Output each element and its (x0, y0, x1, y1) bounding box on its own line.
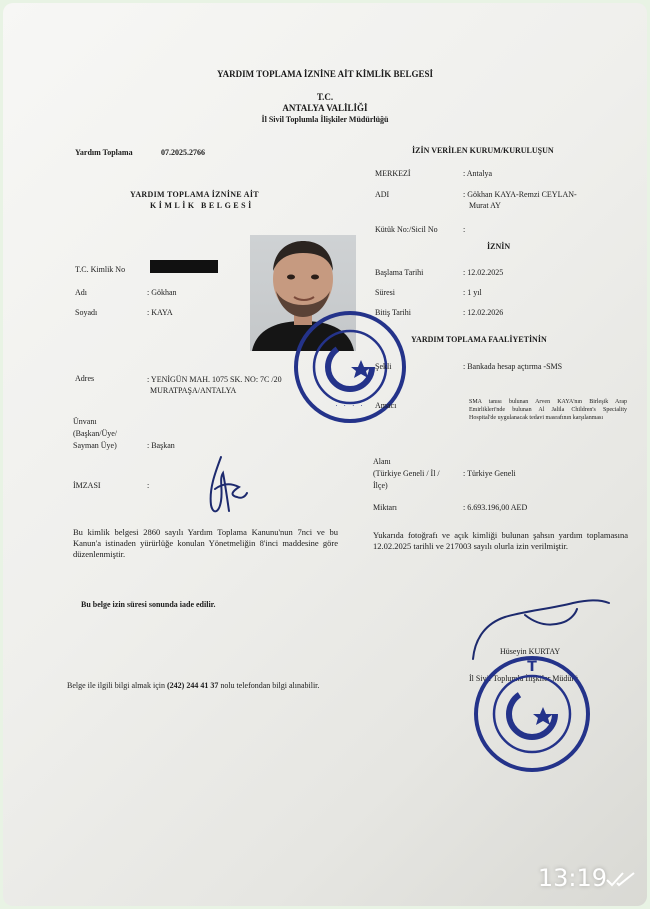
start-date-label: Başlama Tarihi (375, 268, 424, 277)
area-label-1: Alanı (373, 457, 391, 466)
title-label-2: (Başkan/Üye/ (73, 429, 117, 438)
svg-text:· · · ·: · · · · (335, 402, 365, 410)
center-value: : Antalya (463, 169, 493, 178)
directorate-heading: İl Sivil Toplumla İlişkiler Müdürlüğü (261, 115, 389, 124)
registry-value: : (463, 225, 466, 234)
tc-id-label: T.C. Kimlik No (75, 265, 126, 274)
purpose-value: SMA tanısı bulunan Arven KAYA'nın Birleşik Arap Emirlikleri'nde bulunan Al Jalila Children's Speciality Hospital'de uygulanacak tedavi masrafının karşılanması (469, 399, 627, 421)
message-image[interactable] (3, 3, 647, 906)
permit-heading: İZNİN (487, 242, 511, 251)
surname-label: Soyadı (75, 308, 98, 317)
card-title-line2: KİMLİK BELGESİ (150, 201, 254, 210)
surname-value: : KAYA (147, 308, 173, 317)
amount-value: : 6.693.196,00 AED (463, 503, 528, 512)
redacted-id (150, 260, 218, 273)
official-title: İl Sivil Toplumla İlişkiler Müdürü (469, 674, 579, 683)
address-line1: : YENİGÜN MAH. 1075 SK. NO: 7C /20 (147, 375, 282, 384)
title-value: : Başkan (147, 441, 175, 450)
signature-colon: : (147, 481, 150, 490)
org-name-value-2: Murat AY (469, 201, 501, 210)
address-line2: MURATPAŞA/ANTALYA (150, 386, 237, 395)
message-time: 13:19 (537, 864, 607, 892)
amount-label: Miktarı (373, 503, 397, 512)
governorate-heading: ANTALYA VALİLİĞİ (282, 103, 368, 113)
center-label: MERKEZİ (375, 169, 411, 178)
title-label-3: Sayman Üye) (73, 441, 117, 450)
start-date-value: : 12.02.2025 (463, 268, 504, 277)
area-value: : Türkiye Geneli (463, 469, 516, 478)
registry-label: Kütük No:/Sicil No (375, 225, 438, 234)
svg-text:T: T (527, 659, 537, 675)
contact-phone: (242) 244 41 37 (166, 681, 219, 690)
method-value: : Bankada hesap açtırma -SMS (463, 362, 563, 371)
address-label: Adres (75, 374, 95, 383)
purpose-label: Amacı (375, 401, 397, 410)
card-title-line1: YARDIM TOPLAMA İZNİNE AİT (130, 190, 259, 199)
double-check-icon (605, 870, 637, 888)
legal-note-left: Bu kimlik belgesi 2860 sayılı Yardım Toplama Kanunu'nun 7nci ve bu Kanun'a istinaden yürürlüğe konulan Yönetmeliğin 8'inci maddesine göre düzenlenmiştir. (73, 527, 338, 559)
contact-suffix: nolu telefondan bilgi alınabilir. (220, 681, 320, 690)
tc-heading: T.C. (316, 92, 334, 102)
governorate-stamp-icon (471, 653, 593, 775)
area-label-2: (Türkiye Geneli / İl / (373, 469, 440, 478)
contact-line (67, 681, 319, 690)
official-name: Hüseyin KURTAY (500, 647, 561, 656)
name-value: : Gökhan (147, 288, 177, 297)
holder-signature (201, 453, 251, 519)
end-date-value: : 12.02.2026 (463, 308, 504, 317)
duration-value: : 1 yıl (463, 288, 482, 297)
org-name-value-1: : Gökhan KAYA-Remzi CEYLAN- (463, 190, 577, 199)
org-name-label: ADI (375, 190, 390, 199)
name-label: Adı (75, 288, 87, 297)
return-note: Bu belge izin süresi sonunda iade edilir. (81, 600, 216, 609)
contact-prefix: Belge ile ilgili bilgi almak için (67, 681, 165, 690)
ref-label: Yardım Toplama (75, 148, 133, 157)
method-label: Şekli (375, 362, 392, 371)
activity-heading: YARDIM TOPLAMA FAALİYETİNİN (411, 335, 547, 344)
end-date-label: Bitiş Tarihi (375, 308, 411, 317)
signature-label: İMZASI (73, 481, 101, 490)
area-label-3: İlçe) (373, 481, 388, 490)
ref-value: 07.2025.2766 (161, 148, 205, 157)
document-title: YARDIM TOPLAMA İZNİNE AİT KİMLİK BELGESİ (217, 69, 433, 79)
org-heading: İZİN VERİLEN KURUM/KURULUŞUN (412, 146, 554, 155)
permit-document (3, 3, 647, 906)
title-label-1: Ünvanı (73, 417, 97, 426)
duration-label: Süresi (375, 288, 395, 297)
legal-note-right: Yukarıda fotoğrafı ve açık kimliği bulunan şahsın yardım toplamasına 12.02.2025 tarihli ve 217003 sayılı olurla izin verilmiştir. (373, 530, 628, 551)
